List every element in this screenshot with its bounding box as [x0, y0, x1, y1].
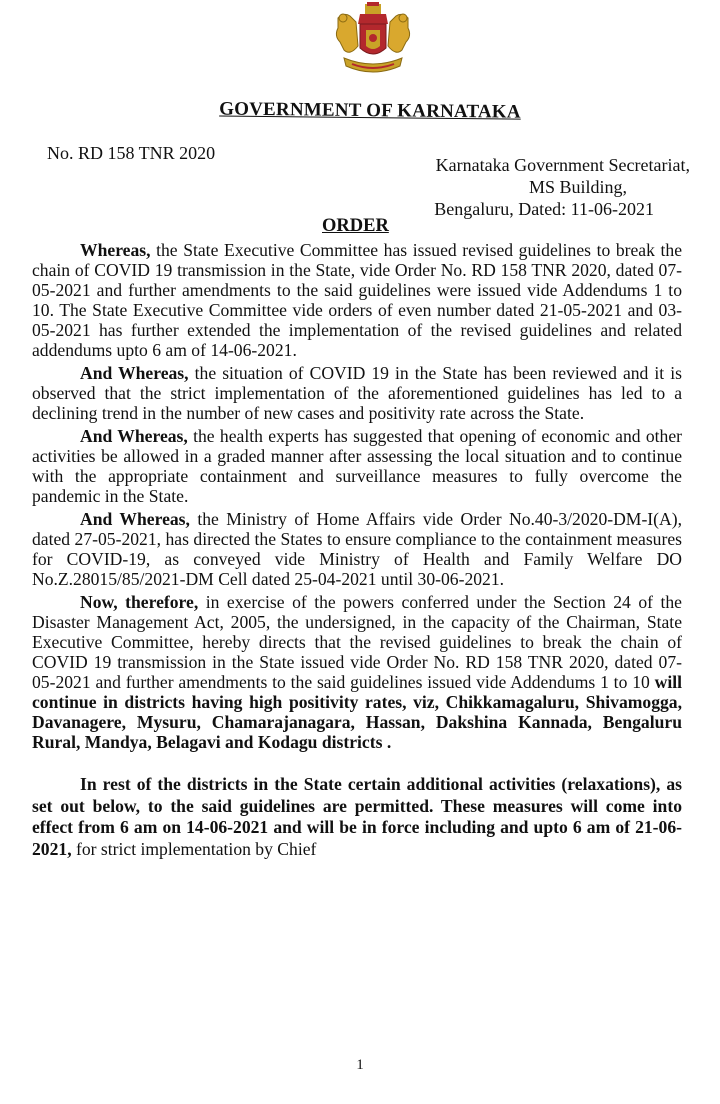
- paragraph-mha-order: [32, 509, 682, 589]
- paragraph-lead: And Whereas,: [80, 363, 189, 383]
- paragraph-text: the Ministry of Home Affairs vide Order No.40-3/2020-DM-I(A), dated 27-05-2021, has directed the States to ensure compliance to the containment measures for COVID-19, as conveyed vide Ministry of Health and Family Welfare DO No.Z.28015/85/2021-DM Cell dated 25-04-2021 until 30-06-2021.: [32, 509, 682, 589]
- paragraph-emphasis: will continue in districts having high positivity rates, viz, Chikkamagaluru, Shivamogga, Davanagere, Mysuru, Chamarajanagara, Hassan, Dakshina Kannada, Bengaluru Rural, Mandya, Belagavi and Kodagu districts .: [32, 672, 682, 752]
- paragraph-text: the health experts has suggested that opening of economic and other activities be allowed in a graded manner after assessing the local situation and to continue with the appropriate containment and surveillance measures to fully overcome the pandemic in the State.: [32, 426, 682, 506]
- issuing-address: [390, 154, 690, 220]
- paragraph-lead: And Whereas,: [80, 426, 188, 446]
- paragraph-lead: Whereas,: [80, 240, 151, 260]
- order-number: No. RD 158 TNR 2020: [47, 143, 216, 163]
- paragraph-situation: [32, 363, 682, 423]
- paragraph-text: the State Executive Committee has issued revised guidelines to break the chain of COVID 19 transmission in the State, vide Order No. RD 158 TNR 2020, dated 07-05-2021 and further amendments to the said guidelines were issued vide Addendums 1 to 10. The State Executive Committee vide orders of even number dated 21-05-2021 and 03-05-2021 has further extended the implementation of the revised guidelines and related addendums upto 6 am of 14-06-2021.: [32, 240, 682, 360]
- paragraph-now-therefore: [32, 592, 682, 752]
- paragraph-text: in exercise of the powers conferred under the Section 24 of the Disaster Management Act, 2005, the undersigned, in the capacity of the Chairman, State Executive Committee, hereby directs that the revised guidelines to break the chain of COVID 19 transmission in the State issued vide Order No. RD 158 TNR 2020, dated 07-05-2021 and further amendments to the said guidelines issued vide Addendums 1 to 10: [32, 592, 682, 692]
- order-body: [32, 240, 682, 863]
- paragraph-text: for strict implementation by Chief: [71, 838, 317, 859]
- paragraph-health-experts: [32, 426, 682, 506]
- page-number: 1: [356, 1057, 364, 1073]
- paragraph-relaxations: [32, 774, 682, 860]
- address-line: MS Building,: [528, 177, 627, 197]
- state-emblem-icon: [330, 2, 416, 82]
- order-heading: ORDER: [322, 216, 389, 236]
- paragraph-text: the situation of COVID 19 in the State has been reviewed and it is observed that the strict implementation of the aforementioned guidelines has led to a declining trend in the number of new cases and positivity rate across the State.: [32, 363, 682, 423]
- paragraph-lead: In rest of the districts in the State certain additional activities (relaxations), as set out below, to the said guidelines are permitted. These measures will come into effect from 6 am on 14-06-2021 and will be in force including and upto 6 am of 21-06-2021,: [32, 774, 682, 859]
- paragraph-lead: Now, therefore,: [80, 592, 199, 612]
- paragraph-lead: And Whereas,: [80, 509, 190, 529]
- address-line: Karnataka Government Secretariat,: [435, 155, 690, 175]
- paragraph-whereas: [32, 240, 682, 360]
- address-date: Bengaluru, Dated: 11-06-2021: [434, 199, 654, 219]
- government-title: GOVERNMENT OF KARNATAKA: [219, 98, 521, 123]
